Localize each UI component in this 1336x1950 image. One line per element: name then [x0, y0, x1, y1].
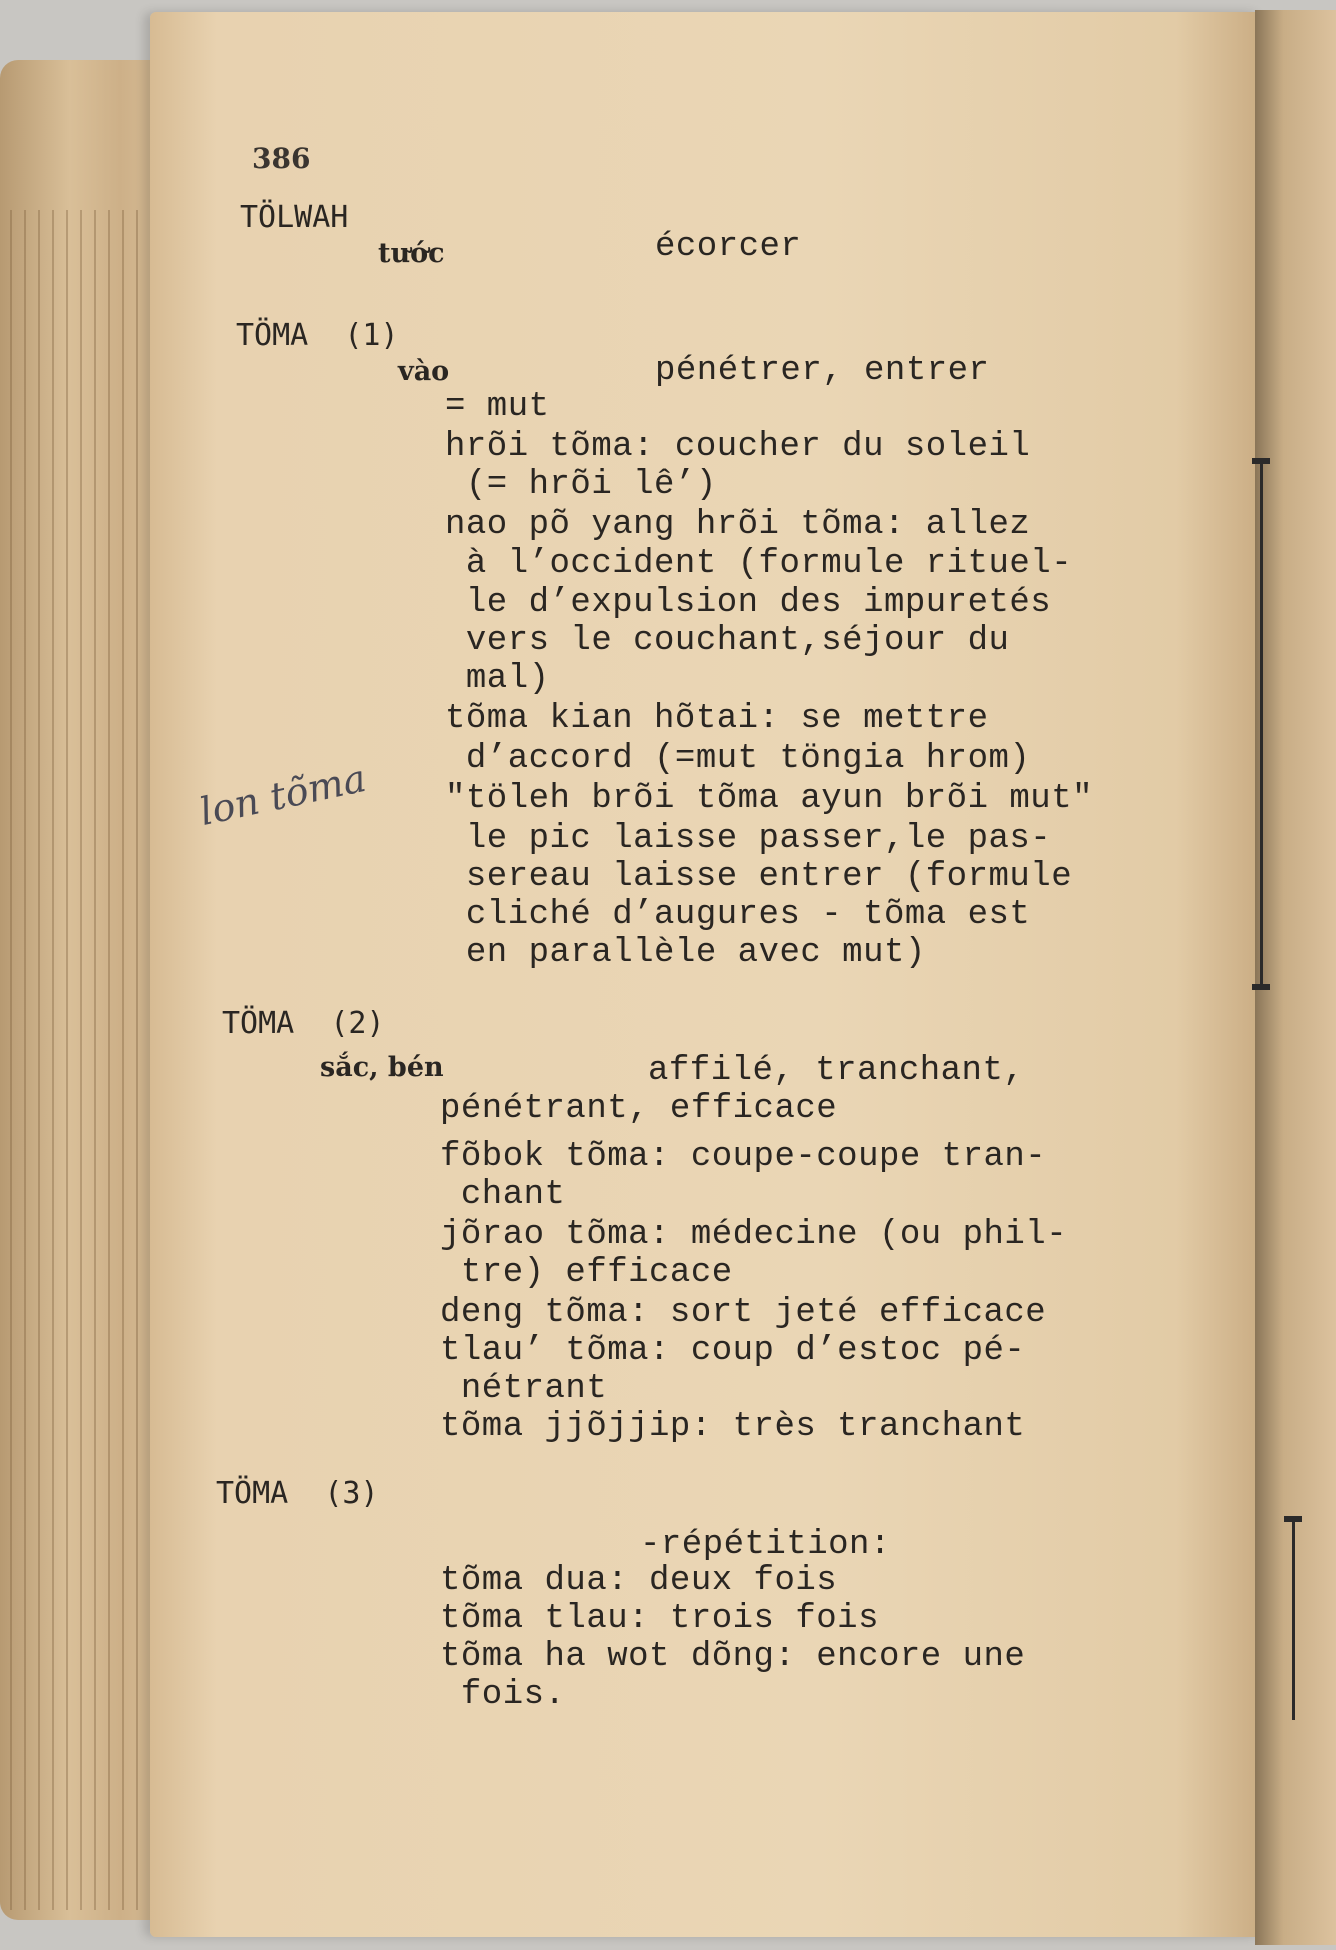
book-gutter [1255, 10, 1336, 1945]
vietnamese-gloss: vào [398, 356, 450, 387]
definition-line: = mut [445, 388, 550, 426]
definition-line: d’accord (=mut töngia hrom) [445, 740, 1031, 778]
french-gloss: affilé, tranchant, [648, 1052, 1025, 1090]
definition-line: fõbok tõma: coupe-coupe tran- [440, 1138, 1047, 1176]
definition-line: tõma ha wot dõng: encore une [440, 1638, 1026, 1676]
margin-tick [1252, 458, 1270, 464]
definition-line: le d’expulsion des impuretés [445, 584, 1052, 622]
definition-line: tre) efficace [440, 1254, 733, 1292]
definition-line: tõma tlau: trois fois [440, 1600, 879, 1638]
definition-line: à l’occident (formule rituel- [445, 545, 1073, 583]
definition-line: tõma kian hõtai: se mettre [445, 700, 989, 738]
definition-line: mal) [445, 660, 550, 698]
headword-tolwah: TÖLWAH [240, 200, 349, 235]
definition-line: tlau’ tõma: coup d’estoc pé- [440, 1332, 1026, 1370]
definition-line: le pic laisse passer,le pas- [445, 820, 1052, 858]
definition-line: nétrant [440, 1370, 608, 1408]
definition-line: pénétrant, efficace [440, 1090, 838, 1128]
margin-tick [1284, 1516, 1302, 1522]
page-edges [10, 210, 160, 1910]
definition-line: hrõi tõma: coucher du soleil [445, 428, 1031, 466]
margin-bracket-1 [1260, 460, 1263, 990]
margin-tick [1252, 984, 1270, 990]
handwritten-margin-note: lon tõma [195, 755, 370, 834]
definition-line: deng tõma: sort jeté efficace [440, 1294, 1047, 1332]
french-gloss: écorcer [655, 228, 802, 266]
vietnamese-gloss: sắc, bén [320, 1052, 444, 1083]
headword-toma-3: TÖMA (3) [216, 1476, 379, 1511]
headword-toma-1: TÖMA (1) [236, 318, 399, 353]
definition-line: (= hrõi lê’) [445, 466, 717, 504]
definition-line: jõrao tõma: médecine (ou phil- [440, 1216, 1068, 1254]
definition-line: chant [440, 1176, 566, 1214]
definition-line: nao põ yang hrõi tõma: allez [445, 506, 1031, 544]
french-gloss: pénétrer, entrer [655, 352, 990, 390]
definition-line: sereau laisse entrer (formule [445, 858, 1073, 896]
page-number: 386 [252, 142, 311, 175]
vietnamese-gloss: tước [378, 238, 445, 269]
definition-line: tõma dua: deux fois [440, 1562, 838, 1600]
definition-line: cliché d’augures - tõma est [445, 896, 1031, 934]
definition-line: "töleh brõi tõma ayun brõi mut" [445, 780, 1094, 818]
definition-line: tõma jjõjjip: très tranchant [440, 1408, 1026, 1446]
definition-line: vers le couchant,séjour du [445, 622, 1010, 660]
definition-line: en parallèle avec mut) [445, 934, 926, 972]
headword-toma-2: TÖMA (2) [222, 1006, 385, 1041]
definition-line: fois. [440, 1676, 566, 1714]
french-gloss: -répétition: [640, 1526, 891, 1564]
margin-bracket-2 [1292, 1520, 1295, 1720]
